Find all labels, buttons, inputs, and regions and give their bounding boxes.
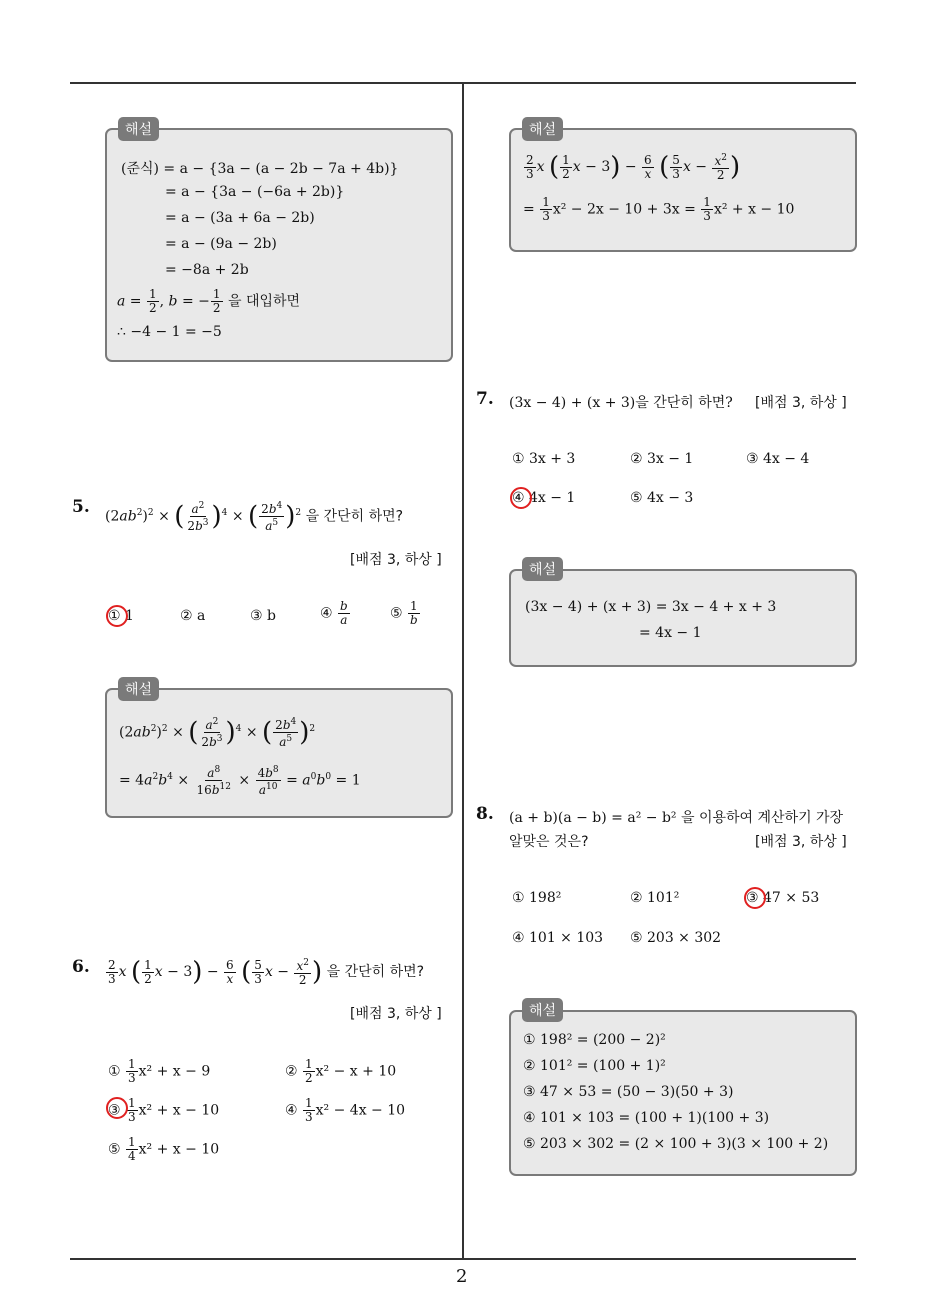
q7-number: 7.: [476, 389, 494, 409]
q8-question-line2: 알맞은 것은?: [509, 834, 589, 850]
solution-tag: 해설: [522, 557, 563, 581]
q7-score: [배점 3, 하상 ]: [755, 395, 847, 411]
q6-option-4[interactable]: ④ $\frac{1}{3}$ x² − 4x − 10: [285, 1096, 406, 1124]
solution-box-q8: [509, 1010, 857, 1176]
sol6-result: x² + x − 10: [713, 201, 795, 218]
q7-option-5[interactable]: ⑤ 4x − 3: [630, 490, 694, 506]
q5-option-5[interactable]: ⑤ $\frac{1}{b}$: [390, 599, 418, 627]
page-number: 2: [456, 1266, 468, 1287]
q6-option-1[interactable]: ① $\frac{1}{3}$ x² + x − 9: [108, 1057, 211, 1085]
sol8-line1: ① 198² = (200 − 2)²: [523, 1032, 666, 1048]
q5-tail: 을 간단히 하면?: [305, 508, 404, 525]
solution-tag: 해설: [522, 117, 563, 141]
q6-tail: 을 간단히 하면?: [326, 964, 425, 980]
q8-option-5[interactable]: ⑤ 203 × 302: [630, 930, 722, 946]
q8-option-2[interactable]: ② 101²: [630, 890, 680, 906]
q5-question: $(2ab^2)^2$ × ( $\frac{a^2}{2b^3}$ )$^4$ × ( $\frac{2b^4}{a^5}$ )$^2$ 을 간단히 하면?: [105, 501, 404, 533]
solution-box-q6: [509, 128, 857, 252]
sol8-line4: ④ 101 × 103 = (100 + 1)(100 + 3): [523, 1110, 770, 1126]
column-divider: [462, 82, 464, 1260]
sol4-line2: = a − {3a − (−6a + 2b)}: [165, 184, 345, 200]
q6-answer-mark: [106, 1097, 128, 1119]
q6-score: [배점 3, 하상 ]: [350, 1006, 442, 1022]
q6-question: $\frac{2}{3}$ x ( $\frac{1}{2}$ x − 3) − $\frac{6}{x}$ ( $\frac{5}{3}$ x − $\frac{x^2}{2}$ ) 을 간단히 하면?: [108, 957, 425, 987]
q8-option-1[interactable]: ① 198²: [512, 890, 562, 906]
q6-option-4-text: x² − 4x − 10: [315, 1102, 406, 1119]
sol4-sub-text: 을 대입하면: [227, 293, 301, 310]
sol6-line1: $\frac{2}{3}$ x ( $\frac{1}{2}$ x − 3) − $\frac{6}{x}$ ( $\frac{5}{3}$ x − $\frac{x^2}{2}$ ): [526, 152, 741, 182]
q8-question-line1: (a + b)(a − b) = a² − b² 을 이용하여 계산하기 가장: [509, 810, 844, 826]
q6-option-3-text: x² + x − 10: [138, 1102, 220, 1119]
sol8-line3: ③ 47 × 53 = (50 − 3)(50 + 3): [523, 1084, 734, 1100]
q8-score: [배점 3, 하상 ]: [755, 834, 847, 850]
q5-option-1[interactable]: ① 1: [108, 608, 134, 624]
sol4-line7: ∴ −4 − 1 = −5: [117, 324, 222, 340]
q5-option-4[interactable]: ④ $\frac{b}{a}$: [320, 599, 348, 627]
sol4-line1: (준식) = a − {3a − (a − 2b − 7a + 4b)}: [121, 161, 399, 177]
sol8-line5: ⑤ 203 × 302 = (2 × 100 + 3)(3 × 100 + 2): [523, 1136, 829, 1152]
q7-option-4[interactable]: ④ 4x − 1: [512, 490, 576, 506]
q5-option-5-label: ⑤: [390, 605, 403, 622]
sol5-line1: $(2ab^2)^2$ × ( $\frac{a^2}{2b^3}$ )$^4$ × ( $\frac{2b^4}{a^5}$ )$^2$: [119, 717, 316, 749]
q7-option-2[interactable]: ② 3x − 1: [630, 451, 694, 467]
solution-tag: 해설: [522, 998, 563, 1022]
sol4-line4: = a − (9a − 2b): [165, 236, 277, 252]
sol4-line3: = a − (3a + 6a − 2b): [165, 210, 315, 226]
sol6-eq: =: [523, 201, 535, 218]
q7-option-3[interactable]: ③ 4x − 4: [746, 451, 810, 467]
solution-box-q4: [105, 128, 453, 362]
sol7-line2: = 4x − 1: [639, 625, 702, 641]
q6-option-5-label: ⑤: [108, 1141, 126, 1158]
q8-answer-mark: [744, 887, 766, 909]
q5-answer-mark: [106, 605, 128, 627]
q8-option-3[interactable]: ③ 47 × 53: [746, 890, 820, 906]
sol4-line5: = −8a + 2b: [165, 262, 249, 278]
sol5-line2: = $4a^2b^4$ × $\frac{a^8}{16b^{12}}$ × $\frac{4b^8}{a^{10}}$ = $a^0b^0 = 1$: [119, 765, 361, 797]
sol8-line2: ② 101² = (100 + 1)²: [523, 1058, 666, 1074]
q8-number: 8.: [476, 804, 494, 824]
q8-option-4[interactable]: ④ 101 × 103: [512, 930, 604, 946]
q7-option-1[interactable]: ① 3x + 3: [512, 451, 576, 467]
solution-tag: 해설: [118, 677, 159, 701]
q5-option-2[interactable]: ② a: [180, 608, 206, 624]
q6-option-1-label: ①: [108, 1063, 126, 1080]
solution-tag: 해설: [118, 117, 159, 141]
sol4-line6: a = $\frac{1}{2}$ , b = − $\frac{1}{2}$ 을 대입하면: [117, 287, 301, 315]
q7-question: (3x − 4) + (x + 3)을 간단히 하면?: [509, 395, 733, 411]
solution-box-q7: [509, 569, 857, 667]
q6-option-2-label: ②: [285, 1063, 303, 1080]
q5-score: [배점 3, 하상 ]: [350, 552, 442, 568]
q6-option-5[interactable]: ⑤ $\frac{1}{4}$ x² + x − 10: [108, 1135, 220, 1163]
q5-number: 5.: [72, 497, 90, 517]
q5-option-3[interactable]: ③ b: [250, 608, 276, 624]
q6-option-2-text: x² − x + 10: [315, 1063, 397, 1080]
sol6-line2: = $\frac{1}{3}$ x² − 2x − 10 + 3x = $\frac{1}{3}$ x² + x − 10: [523, 195, 795, 223]
q5-option-4-label: ④: [320, 605, 333, 622]
sol6-mid: x² − 2x − 10 + 3x =: [552, 201, 696, 218]
q6-option-3-label: ③: [108, 1102, 126, 1119]
q7-answer-mark: [510, 487, 532, 509]
bottom-rule: [70, 1258, 856, 1260]
q6-number: 6.: [72, 957, 90, 977]
q6-option-5-text: x² + x − 10: [138, 1141, 220, 1158]
sol7-line1: (3x − 4) + (x + 3) = 3x − 4 + x + 3: [525, 599, 777, 615]
q6-option-2[interactable]: ② $\frac{1}{2}$ x² − x + 10: [285, 1057, 397, 1085]
q6-option-3[interactable]: ③ $\frac{1}{3}$ x² + x − 10: [108, 1096, 220, 1124]
solution-box-q5: [105, 688, 453, 818]
q6-option-1-text: x² + x − 9: [138, 1063, 211, 1080]
q6-option-4-label: ④: [285, 1102, 303, 1119]
